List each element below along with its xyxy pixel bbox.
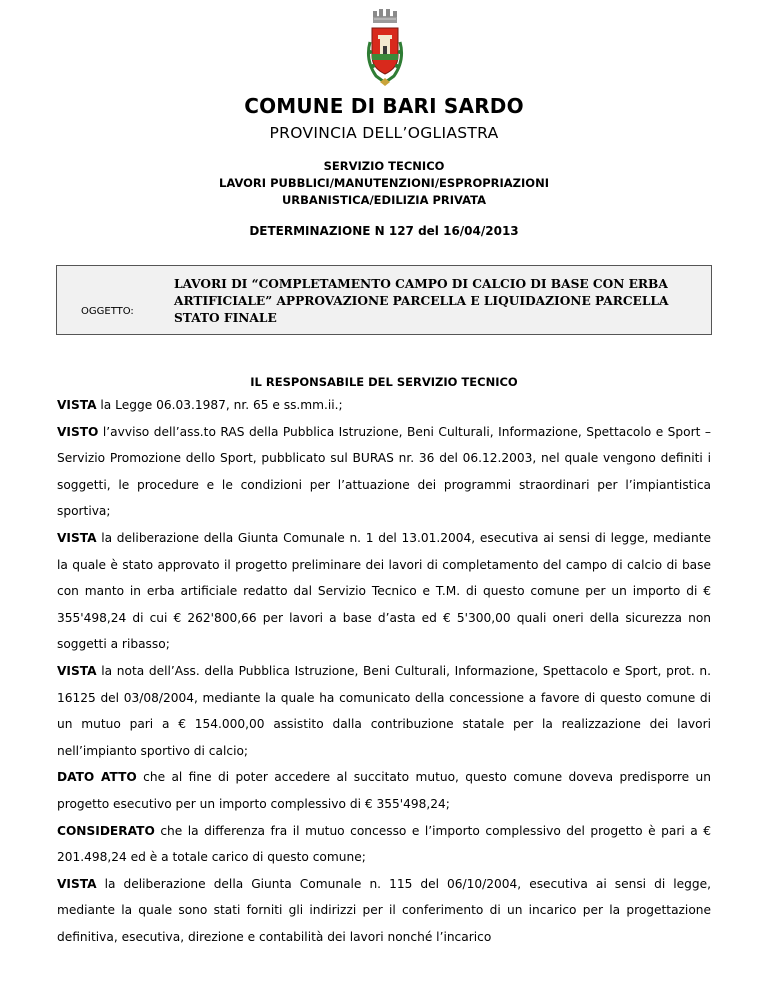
paragraph-lead: VISTA (57, 530, 97, 545)
paragraph (57, 392, 711, 419)
municipality-name: COMUNE DI BARI SARDO (244, 94, 524, 118)
paragraph (57, 871, 711, 951)
section-heading: IL RESPONSABILE DEL SERVIZIO TECNICO (250, 375, 518, 389)
document-body (57, 392, 711, 950)
paragraph (57, 419, 711, 525)
subject-text: LAVORI DI “COMPLETAMENTO CAMPO DI CALCIO DI BASE CON ERBA ARTIFICIALE” APPROVAZIONE PARCELLA E LIQUIDAZIONE PARCELLA STATO FINALE (174, 277, 669, 325)
province-name: PROVINCIA DELL’OGLIASTRA (269, 124, 499, 142)
paragraph-text: la deliberazione della Giunta Comunale n. 1 del 13.01.2004, esecutiva ai sensi di legge, mediante la quale è stato approvato il progetto preliminare dei lavori di completamento del campo di calcio di base con manto in erba artificiale redatto dal Servizio Tecnico e T.M. di questo comune per un importo di € 355'498,24 di cui € 262'800,66 per lavori a base d’asta ed € 5'300,00 quali oneri della sicurezza non soggetti a ribasso; (57, 530, 711, 652)
paragraph-lead: CONSIDERATO (57, 823, 155, 838)
paragraph (57, 658, 711, 764)
office-service: SERVIZIO TECNICO (323, 159, 445, 173)
office-urban-planning: URBANISTICA/EDILIZIA PRIVATA (281, 193, 487, 207)
paragraph-lead: VISTA (57, 398, 97, 412)
paragraph-text: che al fine di poter accedere al succitato mutuo, questo comune doveva predisporre un progetto esecutivo per un importo complessivo di € 355'498,24; (57, 770, 711, 811)
paragraph (57, 525, 711, 658)
paragraph-lead: VISTO (57, 424, 99, 439)
paragraph-text: la deliberazione della Giunta Comunale n. 115 del 06/10/2004, esecutiva ai sensi di legge, mediante la quale sono stati forniti gli indirizzi per il conferimento di un incarico per la progettazione definitiva, esecutiva, direzione e contabilità dei lavori nonché l’incarico (57, 876, 711, 944)
office-public-works: LAVORI PUBBLICI/MANUTENZIONI/ESPROPRIAZIONI (219, 176, 549, 190)
paragraph-lead: VISTA (57, 663, 97, 678)
subject-label: OGGETTO: (81, 306, 134, 317)
paragraph-text: l’avviso dell’ass.to RAS della Pubblica Istruzione, Beni Culturali, Informazione, Spettacolo e Sport – Servizio Promozione dello Sport, pubblicato sul BURAS nr. 36 del 06.12.2003, nel quale vengono definiti i soggetti, le procedure e le condizioni per l’attuazione dei programmi straordinari per l’impiantistica sportiva; (57, 424, 711, 519)
paragraph-text: la Legge 06.03.1987, nr. 65 e ss.mm.ii.; (96, 398, 343, 412)
paragraph (57, 818, 711, 871)
paragraph-text: la nota dell’Ass. della Pubblica Istruzione, Beni Culturali, Informazione, Spettacolo e Sport, prot. n. 16125 del 03/08/2004, mediante la quale ha comunicato della concessione a favore di questo comune di un mutuo pari a € 154.000,00 assistito dalla contribuzione statale per la realizzazione dei lavori nell’impianto sportivo di calcio; (57, 663, 711, 758)
municipal-crest-icon (364, 8, 406, 90)
paragraph (57, 764, 711, 817)
paragraph-lead: DATO ATTO (57, 770, 137, 785)
determination-number: DETERMINAZIONE N 127 del 16/04/2013 (249, 224, 519, 238)
paragraph-text: che la differenza fra il mutuo concesso e l’importo complessivo del progetto è pari a € 201.498,24 ed è a totale carico di questo comune; (57, 823, 711, 865)
subject-box (56, 265, 712, 335)
paragraph-lead: VISTA (57, 876, 97, 891)
